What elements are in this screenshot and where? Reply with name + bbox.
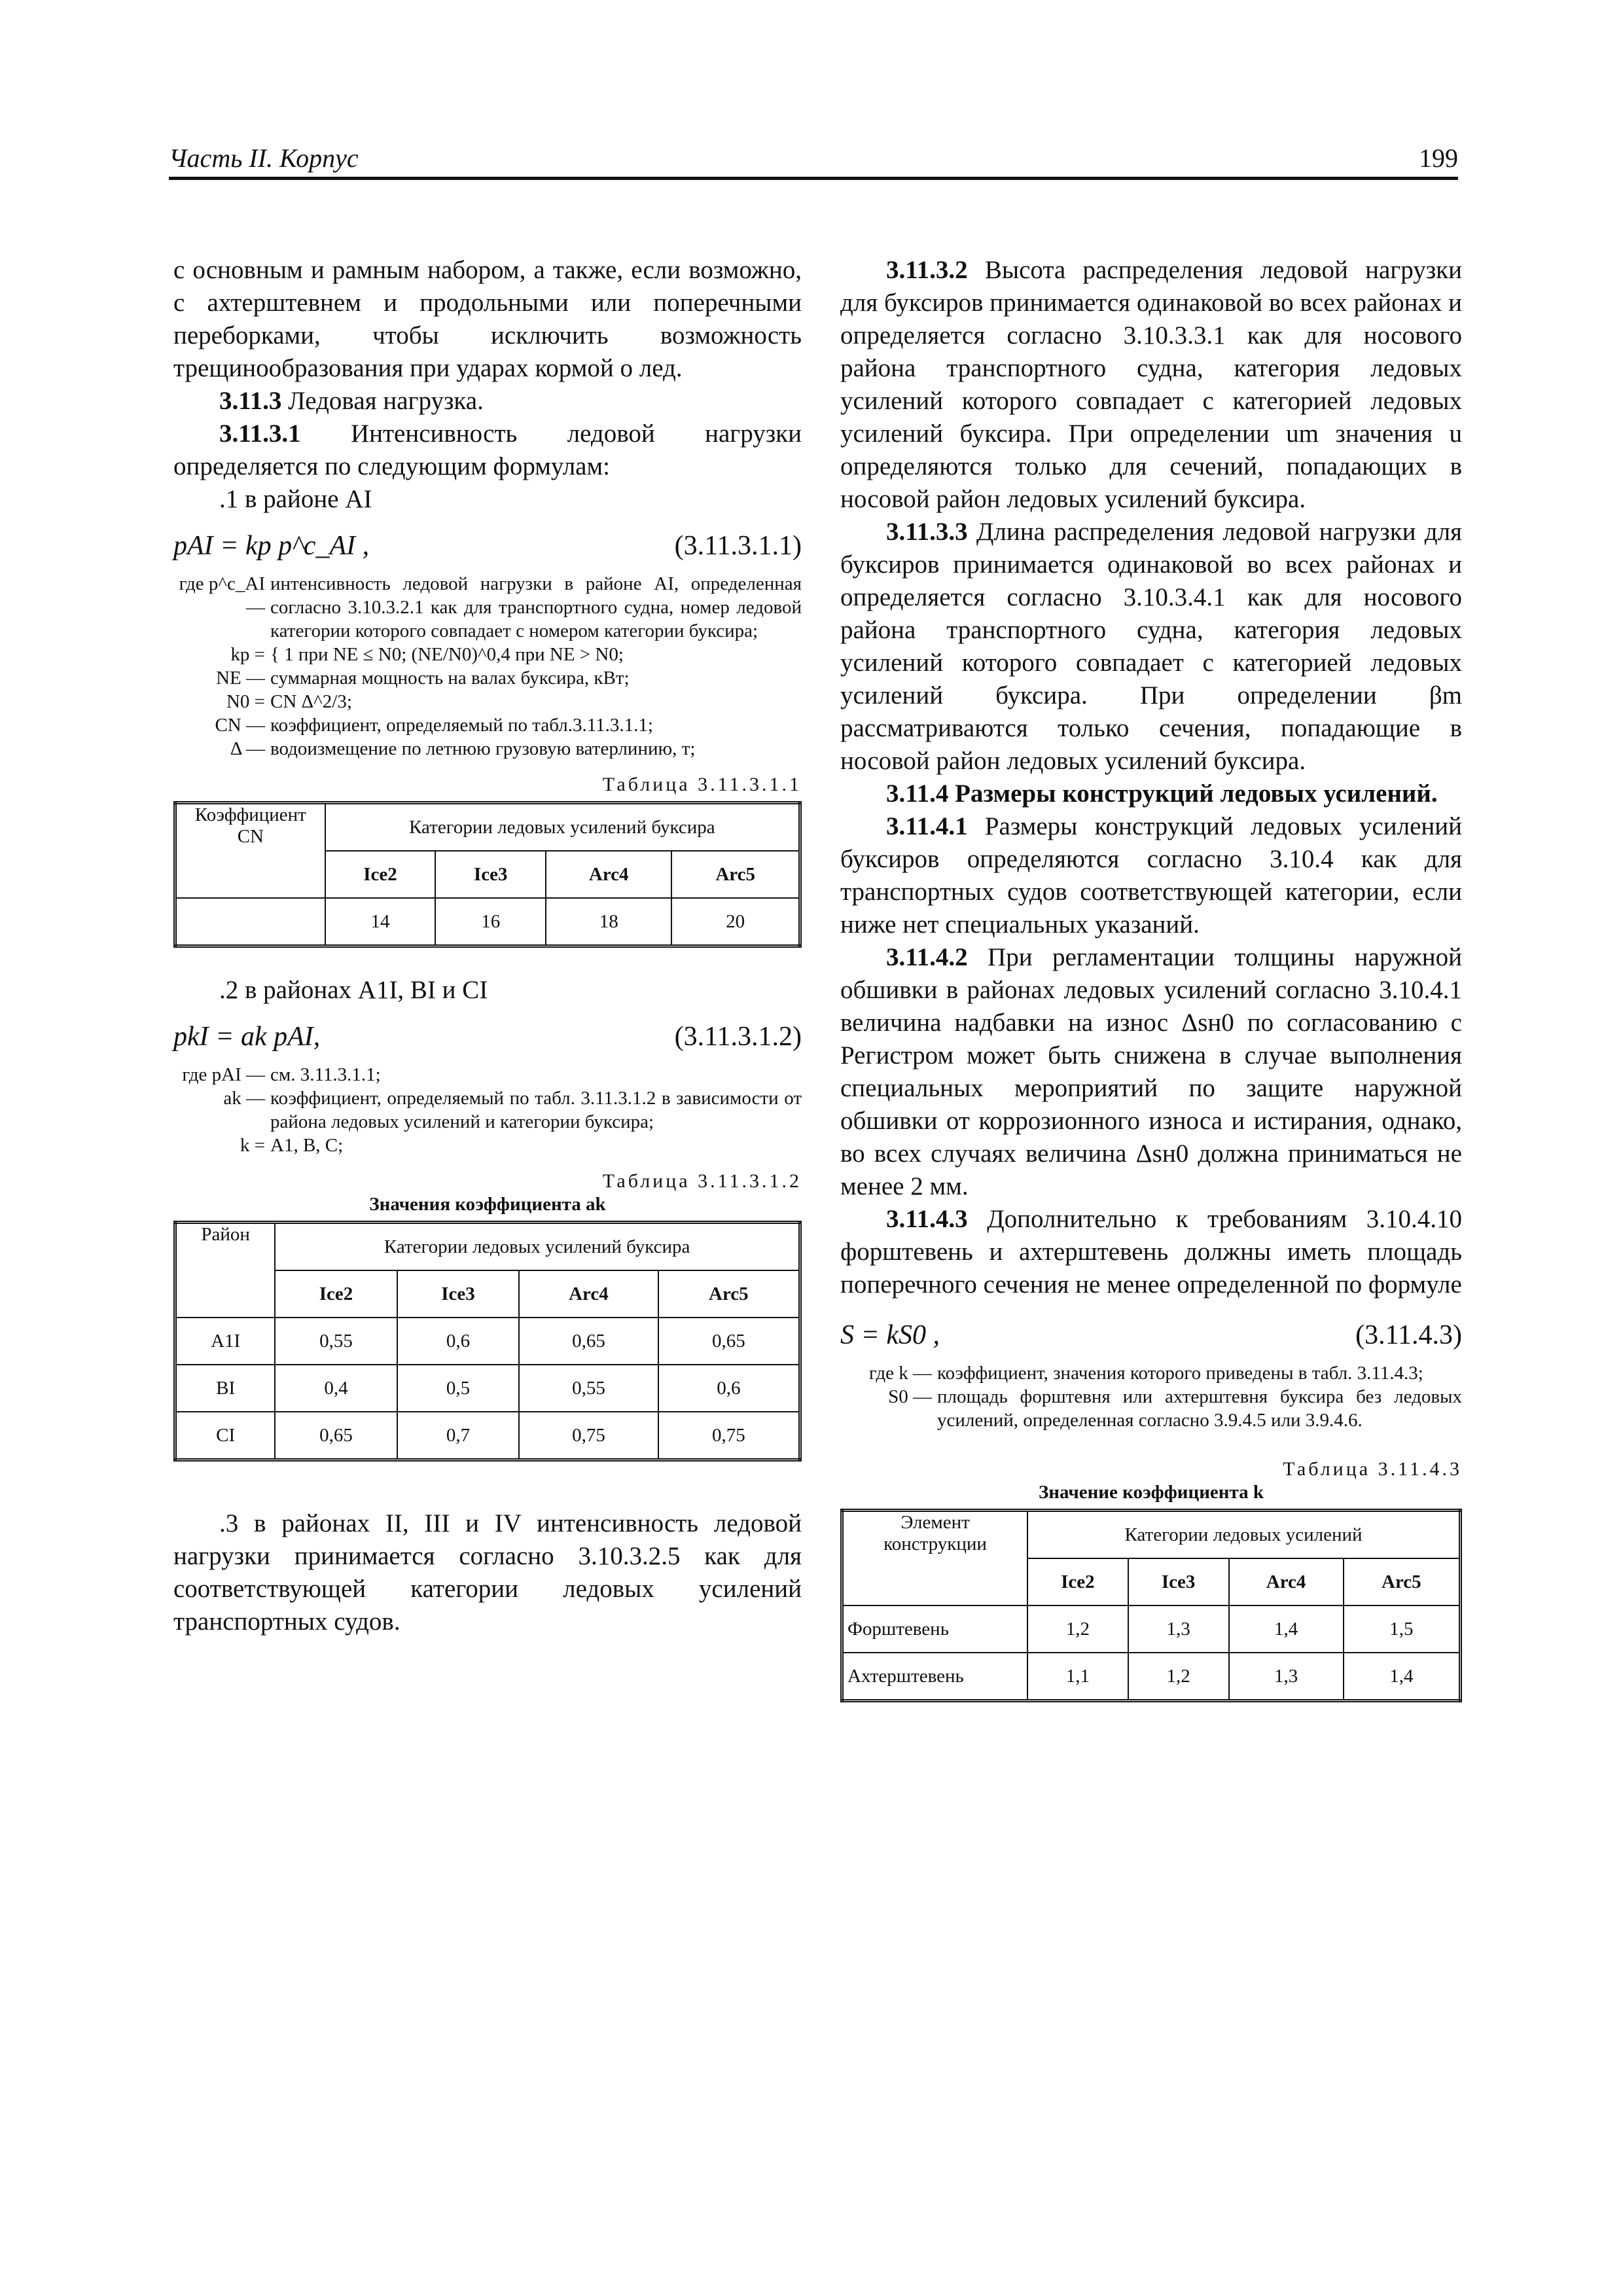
definition-text: коэффициент, определяемый по табл.3.11.3.1.1; <box>270 715 653 736</box>
table-cell: 0,65 <box>519 1318 658 1365</box>
table-cell: Форштевень <box>842 1605 1028 1653</box>
table-row <box>842 1653 1461 1701</box>
table-header-row <box>842 1511 1461 1559</box>
table-cell: 0,75 <box>519 1412 658 1460</box>
item-3: .3 в районах II, III и IV интенсивность ледовой нагрузки принимается согласно 3.10.3.2.5 как для соответствующей категории ледовых усилений транспортных судов. <box>173 1509 802 1636</box>
table-cell: 0,5 <box>397 1365 519 1412</box>
table-header-cell: Arc4 <box>1229 1558 1344 1605</box>
section-number: 3.11.4.1 <box>886 812 968 840</box>
table-cell: 20 <box>671 898 800 946</box>
paragraph-text: Размеры конструкций ледовых усилений буксиров определяются согласно 3.10.4 как для транспортных судов соответствующей категории, если ниже нет специальных указаний. <box>840 812 1462 939</box>
section-number: 3.11.4.2 <box>886 943 968 971</box>
definition-item <box>173 666 802 690</box>
definition-term: N0 = <box>226 691 265 712</box>
section-number: 3.11.3.2 <box>886 256 968 284</box>
definition-text: { 1 при NE ≤ N0; (NE/N0)^0,4 при NE > N0; <box>270 644 624 665</box>
definition-text: A1, B, C; <box>270 1135 344 1156</box>
table-cell: 0,65 <box>658 1318 800 1365</box>
table-row <box>842 1605 1461 1653</box>
table-header-cell: Элемент конструкции <box>842 1511 1028 1606</box>
table-header-cell: Arc5 <box>658 1270 800 1318</box>
table-cell: 0,55 <box>275 1318 397 1365</box>
header-rule <box>169 177 1458 180</box>
table-cell: Ахтерштевень <box>842 1653 1028 1701</box>
left-column <box>173 254 802 1638</box>
table-subtitle: Значения коэффициента ak <box>369 1194 606 1215</box>
formula-lhs: S = kS0 , <box>840 1320 940 1350</box>
formula-number: (3.11.3.1.2) <box>674 1022 802 1052</box>
running-header-title: Часть II. Корпус <box>169 143 359 173</box>
definition-term: где p^c_AI — <box>179 573 265 618</box>
paragraph-continuation: с основным и рамным набором, а также, если возможно, с ахтерштевнем и продольными или поперечными переборками, чтобы исключить возможность трещинообразования при ударах кормой о лед. <box>173 256 802 382</box>
definition-term: где pAI — <box>182 1064 265 1085</box>
definition-text: см. 3.11.3.1.1; <box>270 1064 381 1085</box>
definition-text: площадь форштевня или ахтерштевня буксира без ледовых усилений, определенная согласно 3.9.4.5 или 3.9.4.6. <box>937 1386 1462 1431</box>
definition-text: коэффициент, определяемый по табл. 3.11.3.1.2 в зависимости от района ледовых усилений и категории буксира; <box>270 1088 802 1132</box>
table-header-cell: Arc4 <box>546 851 671 898</box>
definition-text: водоизмещение по летнюю грузовую ватерлинию, т; <box>270 738 696 759</box>
table-header-cell: Ice3 <box>1128 1558 1229 1605</box>
definitions-list <box>173 572 802 761</box>
page-number: 199 <box>1419 143 1458 173</box>
table-header-cell: Arc5 <box>1344 1558 1461 1605</box>
formula-3-11-4-3 <box>840 1310 1462 1357</box>
table-cell: 0,7 <box>397 1412 519 1460</box>
table-header-cell: Категории ледовых усилений <box>1027 1511 1461 1559</box>
definition-term: S0 — <box>888 1386 932 1407</box>
formula-3-11-3-1-2 <box>173 1012 802 1059</box>
paragraph-3-11-3-2 <box>840 254 1462 516</box>
table-header-cell: Коэффициент CN <box>175 803 325 899</box>
section-number: 3.11.3.3 <box>886 518 968 546</box>
table-cell: 1,1 <box>1027 1653 1128 1701</box>
definition-term: ak — <box>223 1088 265 1109</box>
table-k-coefficients <box>840 1509 1462 1702</box>
section-number: 3.11.4.3 <box>886 1205 968 1233</box>
table-header-row <box>175 803 800 852</box>
definition-item <box>840 1385 1462 1432</box>
table-row <box>175 898 800 946</box>
table-header-cell: Ice3 <box>397 1270 519 1318</box>
formula-lhs: pkI = ak pAI, <box>173 1022 321 1052</box>
table-cell: 1,2 <box>1128 1653 1229 1701</box>
formula-3-11-3-1-1 <box>173 521 802 568</box>
table-ak-coefficients <box>173 1221 802 1462</box>
table-cell: 0,65 <box>275 1412 397 1460</box>
table-cell: A1I <box>175 1318 276 1365</box>
paragraph-3-11-4-1 <box>840 810 1462 941</box>
table-cell: 16 <box>435 898 546 946</box>
paragraph-3-11-3-3 <box>840 516 1462 778</box>
table-caption: Таблица 3.11.3.1.2 <box>602 1170 802 1192</box>
definition-term: CN — <box>215 715 265 736</box>
section-title: Размеры конструкций ледовых усилений. <box>948 780 1438 808</box>
right-column <box>840 254 1462 1702</box>
definition-text: интенсивность ледовой нагрузки в районе AI, определенная согласно 3.10.3.2.1 как для транспортного судна, номер ледовой категории которого совпадает с номером категории буксира; <box>270 573 802 641</box>
paragraph-3-11-4-3 <box>840 1203 1462 1301</box>
paragraph-3-11-4-2 <box>840 941 1462 1203</box>
definition-term: k = <box>240 1135 265 1156</box>
definition-term: где k — <box>868 1363 932 1384</box>
section-number: 3.11.3 <box>219 387 282 415</box>
definition-term: Δ — <box>230 738 265 759</box>
definition-item <box>173 713 802 737</box>
table-header-cell: Arc4 <box>519 1270 658 1318</box>
section-heading-3-11-3 <box>173 385 802 418</box>
definition-term: kp = <box>230 644 265 665</box>
formula-lhs: pAI = kp p^c_AI , <box>173 531 370 561</box>
table-header-cell: Ice2 <box>275 1270 397 1318</box>
table-caption: Таблица 3.11.4.3 <box>1283 1458 1462 1480</box>
section-heading-3-11-4 <box>840 778 1462 810</box>
table-row <box>175 1412 800 1460</box>
table-cell: 0,4 <box>275 1365 397 1412</box>
section-number: 3.11.4 <box>886 780 949 808</box>
table-cell: 14 <box>325 898 436 946</box>
table-header-cell: Категории ледовых усилений буксира <box>325 803 800 852</box>
table-cell: BI <box>175 1365 276 1412</box>
paragraph-text: Длина распределения ледовой нагрузки для буксиров принимается одинаковой во всех районах и определяется согласно 3.10.3.4.1 как для носового района транспортного судна, категория ледовых усилений которого совпадает с категорией ледовых усилений буксира. При определении βm рассматриваются только сечения, попадающие в носовой район ледовых усилений буксира. <box>840 518 1462 775</box>
table-cell: 1,4 <box>1344 1653 1461 1701</box>
table-cell: 0,55 <box>519 1365 658 1412</box>
definitions-list <box>173 1063 802 1157</box>
section-number: 3.11.3.1 <box>219 420 301 448</box>
paragraph-text: Высота распределения ледовой нагрузки для буксиров принимается одинаковой во всех районах и определяется согласно 3.10.3.3.1 как для носового района транспортного судна, категория ледовых усилений которого совпадает с категорией ледовых усилений буксира. При определении um значения u определяются только для сечений, попадающих в носовой район ледовых усилений буксира. <box>840 256 1462 513</box>
paragraph-3-11-3-1 <box>173 418 802 483</box>
table-header-cell: Категории ледовых усилений буксира <box>275 1223 800 1271</box>
definition-text: коэффициент, значения которого приведены в табл. 3.11.4.3; <box>937 1363 1423 1384</box>
definition-item <box>173 737 802 761</box>
table-cell: 0,6 <box>658 1365 800 1412</box>
table-subtitle: Значение коэффициента k <box>1039 1482 1264 1503</box>
table-cell: CI <box>175 1412 276 1460</box>
definition-text: суммарная мощность на валах буксира, кВт; <box>270 668 630 689</box>
table-cell: 1,5 <box>1344 1605 1461 1653</box>
table-header-cell: Район <box>175 1223 276 1318</box>
item-2: .2 в районах A1I, BI и CI <box>219 976 488 1004</box>
table-cell: 1,4 <box>1229 1605 1344 1653</box>
table-cell: 18 <box>546 898 671 946</box>
table-header-cell: Ice2 <box>1027 1558 1128 1605</box>
table-cell: 0,6 <box>397 1318 519 1365</box>
definitions-list <box>840 1361 1462 1432</box>
definition-item <box>173 572 802 643</box>
table-cell: 1,3 <box>1128 1605 1229 1653</box>
definition-item <box>173 1063 802 1086</box>
definition-item <box>840 1361 1462 1385</box>
definition-item <box>173 1134 802 1157</box>
table-header-row <box>175 1223 800 1271</box>
definition-item <box>173 690 802 713</box>
paragraph-text: При регламентации толщины наружной обшивки в районах ледовых усилений согласно 3.10.4.1 величина надбавки на износ Δsн0 по согласованию с Регистром может быть снижена в случае выполнения специальных мероприятий по защите наружной обшивки от коррозионного износа и истирания, однако, во всех случаях величина Δsн0 должна приниматься не менее 2 мм. <box>840 943 1462 1200</box>
definition-term: NE — <box>216 668 265 689</box>
paragraph-text: Дополнительно к требованиям 3.10.4.10 форштевень и ахтерштевень должны иметь площадь поперечного сечения не менее определенной по формуле <box>840 1205 1462 1299</box>
table-header-cell: Ice2 <box>325 851 436 898</box>
table-cell: 0,75 <box>658 1412 800 1460</box>
paragraph-text: Интенсивность ледовой нагрузки определяется по следующим формулам: <box>173 420 802 480</box>
table-header-cell: Ice3 <box>435 851 546 898</box>
definition-item <box>173 643 802 666</box>
table-row <box>175 1365 800 1412</box>
table-header-cell: Arc5 <box>671 851 800 898</box>
definition-text: CN Δ^2/3; <box>270 691 352 712</box>
table-row <box>175 1318 800 1365</box>
table-cn-coefficients <box>173 801 802 948</box>
table-cell: 1,2 <box>1027 1605 1128 1653</box>
table-cell <box>175 898 325 946</box>
table-cell: 1,3 <box>1229 1653 1344 1701</box>
formula-number: (3.11.3.1.1) <box>674 531 802 561</box>
item-1: .1 в районе AI <box>219 485 372 513</box>
section-title: Ледовая нагрузка. <box>281 387 484 415</box>
table-caption: Таблица 3.11.3.1.1 <box>602 774 802 795</box>
formula-number: (3.11.4.3) <box>1355 1320 1462 1350</box>
definition-item <box>173 1086 802 1134</box>
